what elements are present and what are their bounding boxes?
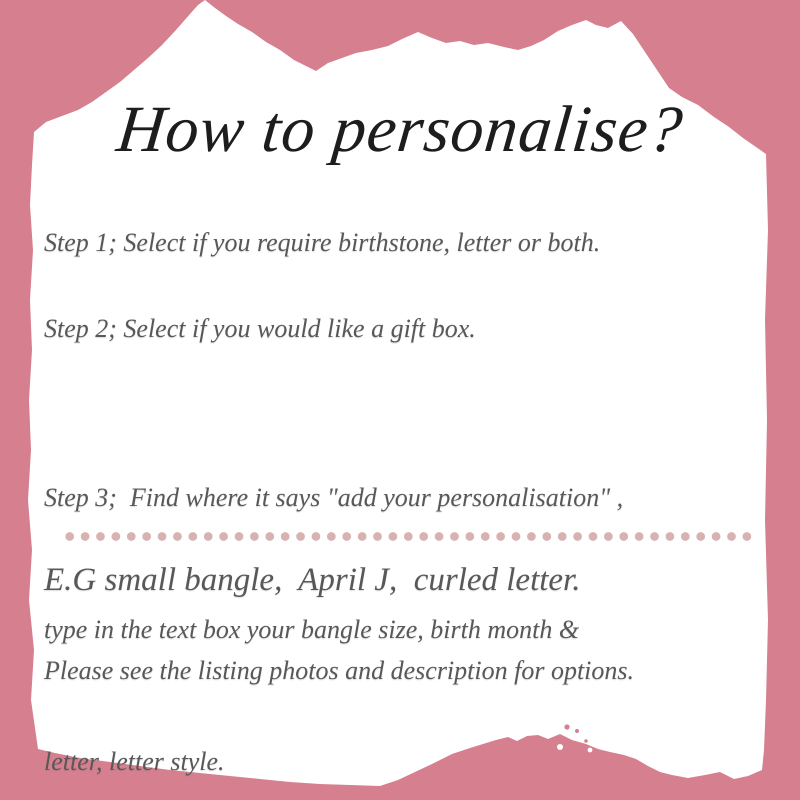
step-2-text: Step 2; Select if you would like a gift box. [44, 314, 476, 343]
page-title: How to personalise? [113, 93, 687, 166]
footer-note: Please see the listing photos and description for options. [44, 656, 635, 685]
example-text: E.G small bangle, April J, curled letter. [44, 562, 581, 598]
step-3-line-1: Step 3; Find where it says "add your personalisation" , [44, 483, 624, 512]
step-3-line-2: type in the text box your bangle size, birth month & [44, 615, 580, 644]
dotted-divider [62, 531, 752, 541]
step-1-text: Step 1; Select if you require birthstone, letter or both. [44, 228, 601, 257]
step-3-line-3: letter, letter style. [44, 747, 225, 776]
